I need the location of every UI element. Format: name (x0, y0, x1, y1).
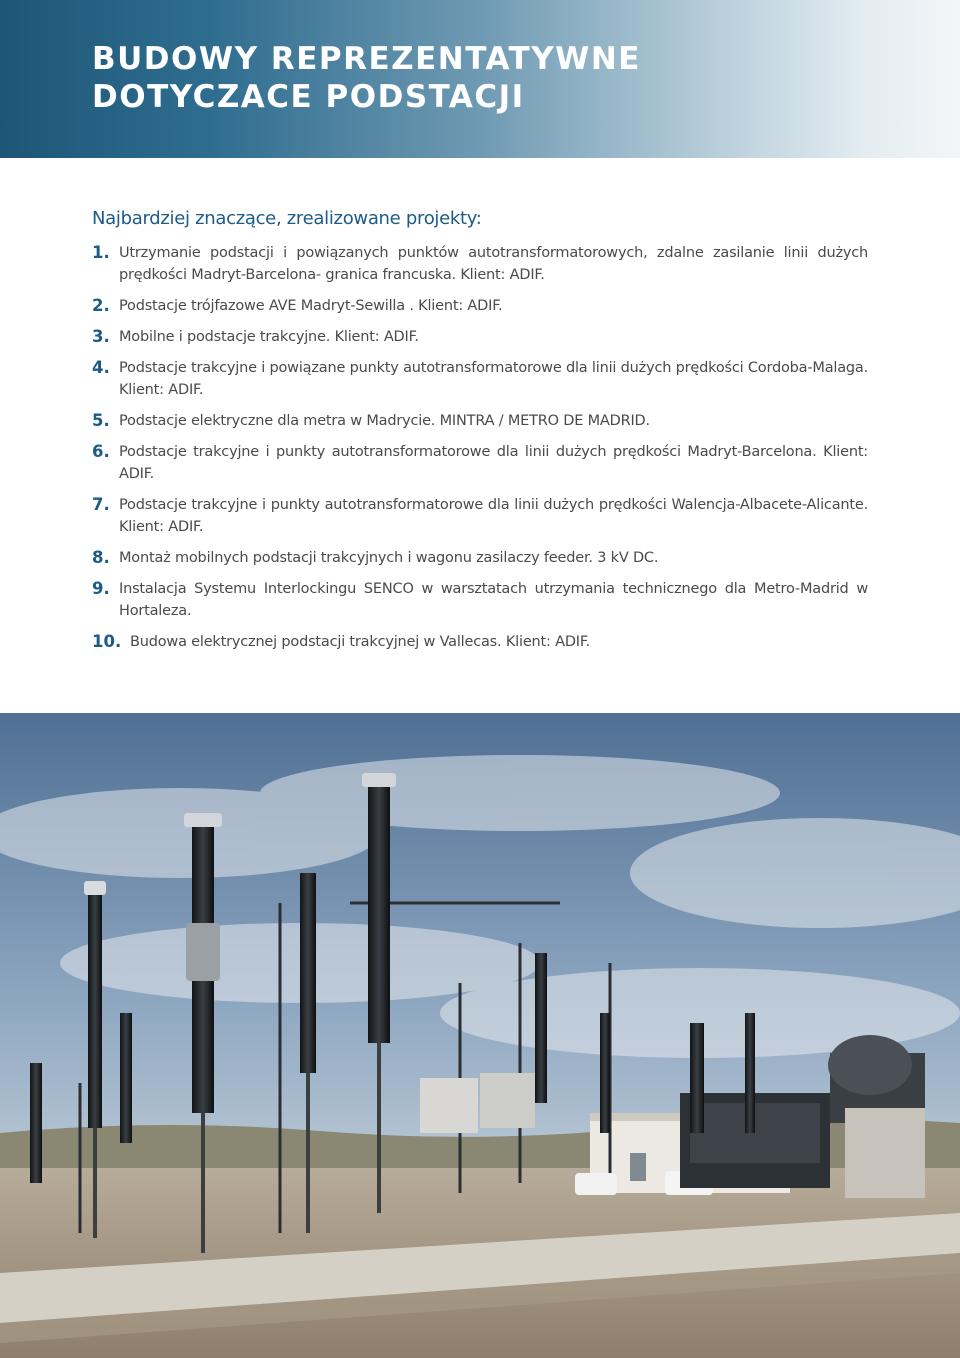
list-item (92, 547, 868, 569)
item-number: 4. (92, 358, 110, 377)
item-text: Podstacje elektryczne dla metra w Madrycie. MINTRA / METRO DE MADRID. (119, 413, 650, 429)
projects-list (92, 242, 868, 662)
item-text: Podstacje trakcyjne i powiązane punkty autotransformatorowe dla linii dużych prędkości Cordoba-Malaga. Klient: ADIF. (119, 360, 868, 398)
title-line-2: DOTYCZACE PODSTACJI (92, 79, 525, 115)
item-number: 8. (92, 548, 110, 567)
list-item (92, 441, 868, 485)
header-banner (0, 0, 960, 158)
page-title (92, 40, 641, 116)
item-text: Podstacje trakcyjne i punkty autotransformatorowe dla linii dużych prędkości Walencja-Albacete-Alicante. Klient: ADIF. (119, 497, 868, 535)
item-number: 2. (92, 296, 110, 315)
list-item (92, 326, 868, 348)
list-item (92, 578, 868, 622)
intro-heading: Najbardziej znaczące, zrealizowane projekty: (92, 208, 482, 229)
item-number: 5. (92, 411, 110, 430)
list-item (92, 357, 868, 401)
item-text: Utrzymanie podstacji i powiązanych punktów autotransformatorowych, zdalne zasilanie linii dużych prędkości Madryt-Barcelona- granica francuska. Klient: ADIF. (119, 245, 868, 283)
item-text: Budowa elektrycznej podstacji trakcyjnej w Vallecas. Klient: ADIF. (130, 634, 591, 650)
item-number: 6. (92, 442, 110, 461)
item-text: Instalacja Systemu Interlockingu SENCO w warsztatach utrzymania technicznego dla Metro-Madrid w Hortaleza. (119, 581, 868, 619)
item-text: Montaż mobilnych podstacji trakcyjnych i wagonu zasilaczy feeder. 3 kV DC. (119, 550, 659, 566)
substation-photo (0, 713, 960, 1358)
item-number: 3. (92, 327, 110, 346)
list-item (92, 631, 868, 653)
list-item (92, 410, 868, 432)
substation-illustration (0, 713, 960, 1358)
item-number: 1. (92, 243, 110, 262)
list-item (92, 494, 868, 538)
item-number: 10. (92, 632, 122, 651)
item-text: Podstacje trójfazowe AVE Madryt-Sewilla . Klient: ADIF. (119, 298, 503, 314)
title-line-1: BUDOWY REPREZENTATYWNE (92, 41, 641, 77)
item-number: 9. (92, 579, 110, 598)
item-text: Mobilne i podstacje trakcyjne. Klient: ADIF. (119, 329, 419, 345)
list-item (92, 242, 868, 286)
item-number: 7. (92, 495, 110, 514)
item-text: Podstacje trakcyjne i punkty autotransformatorowe dla linii dużych prędkości Madryt-Barcelona. Klient: ADIF. (119, 444, 868, 482)
list-item (92, 295, 868, 317)
